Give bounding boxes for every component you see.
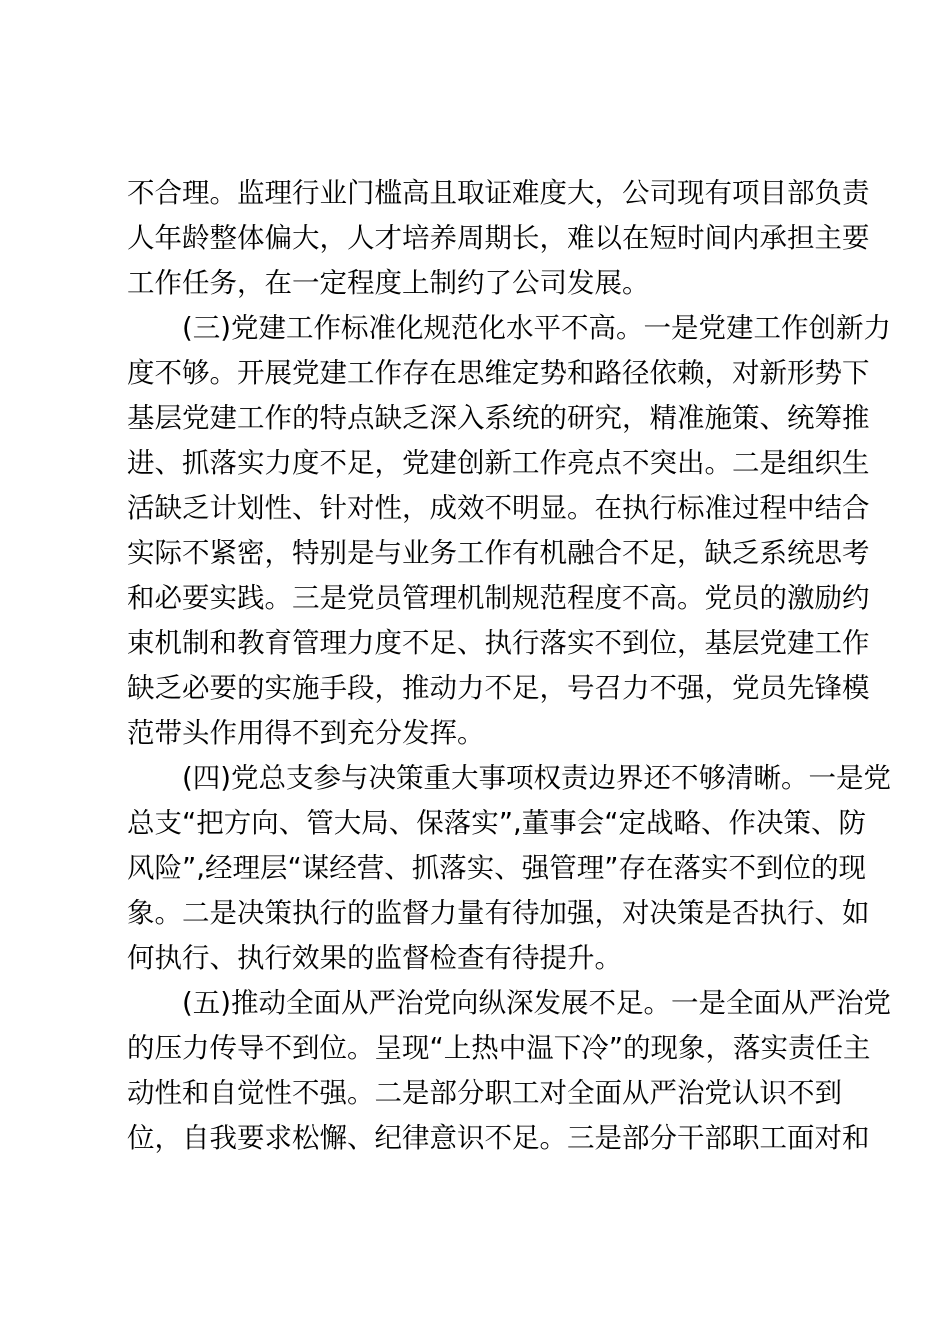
text-line: 进、抓落实力度不足，党建创新工作亮点不突出。二是组织生 <box>127 447 870 479</box>
text-line: 范带头作用得不到充分发挥。 <box>127 717 485 749</box>
paragraph-3-heading-line: (三)党建工作标准化规范化水平不高。一是党建工作创新力 <box>182 312 891 344</box>
text-line: 不合理。监理行业门槛高且取证难度大，公司现有项目部负责 <box>127 177 870 209</box>
text-line: 总支“把方向、管大局、保落实”,董事会“定战略、作决策、防 <box>127 807 866 839</box>
text-line: 度不够。开展党建工作存在思维定势和路径依赖，对新形势下 <box>127 357 870 389</box>
paragraph-5-heading-line: (五)推动全面从严治党向纵深发展不足。一是全面从严治党 <box>182 987 891 1019</box>
text-line: 工作任务，在一定程度上制约了公司发展。 <box>127 267 650 299</box>
text-line: 实际不紧密，特别是与业务工作有机融合不足，缺乏系统思考 <box>127 537 870 569</box>
text-line: 基层党建工作的特点缺乏深入系统的研究，精准施策、统筹推 <box>127 402 870 434</box>
text-line: 束机制和教育管理力度不足、执行落实不到位，基层党建工作 <box>127 627 870 659</box>
paragraph-4-heading-line: (四)党总支参与决策重大事项权责边界还不够清晰。一是党 <box>182 762 891 794</box>
text-line: 活缺乏计划性、针对性，成效不明显。在执行标准过程中结合 <box>127 492 870 524</box>
text-line: 人年龄整体偏大，人才培养周期长，难以在短时间内承担主要 <box>127 222 870 254</box>
text-line: 缺乏必要的实施手段，推动力不足，号召力不强，党员先锋模 <box>127 672 870 704</box>
text-line: 的压力传导不到位。呈现“上热中温下冷”的现象，落实责任主 <box>127 1032 871 1064</box>
text-line: 位，自我要求松懈、纪律意识不足。三是部分干部职工面对和 <box>127 1122 870 1154</box>
text-line: 动性和自觉性不强。二是部分职工对全面从严治党认识不到 <box>127 1077 842 1109</box>
text-line: 象。二是决策执行的监督力量有待加强，对决策是否执行、如 <box>127 897 870 929</box>
text-line: 何执行、执行效果的监督检查有待提升。 <box>127 942 622 974</box>
text-line: 风险”,经理层“谋经营、抓落实、强管理”存在落实不到位的现 <box>127 852 866 884</box>
text-line: 和必要实践。三是党员管理机制规范程度不高。党员的激励约 <box>127 582 870 614</box>
